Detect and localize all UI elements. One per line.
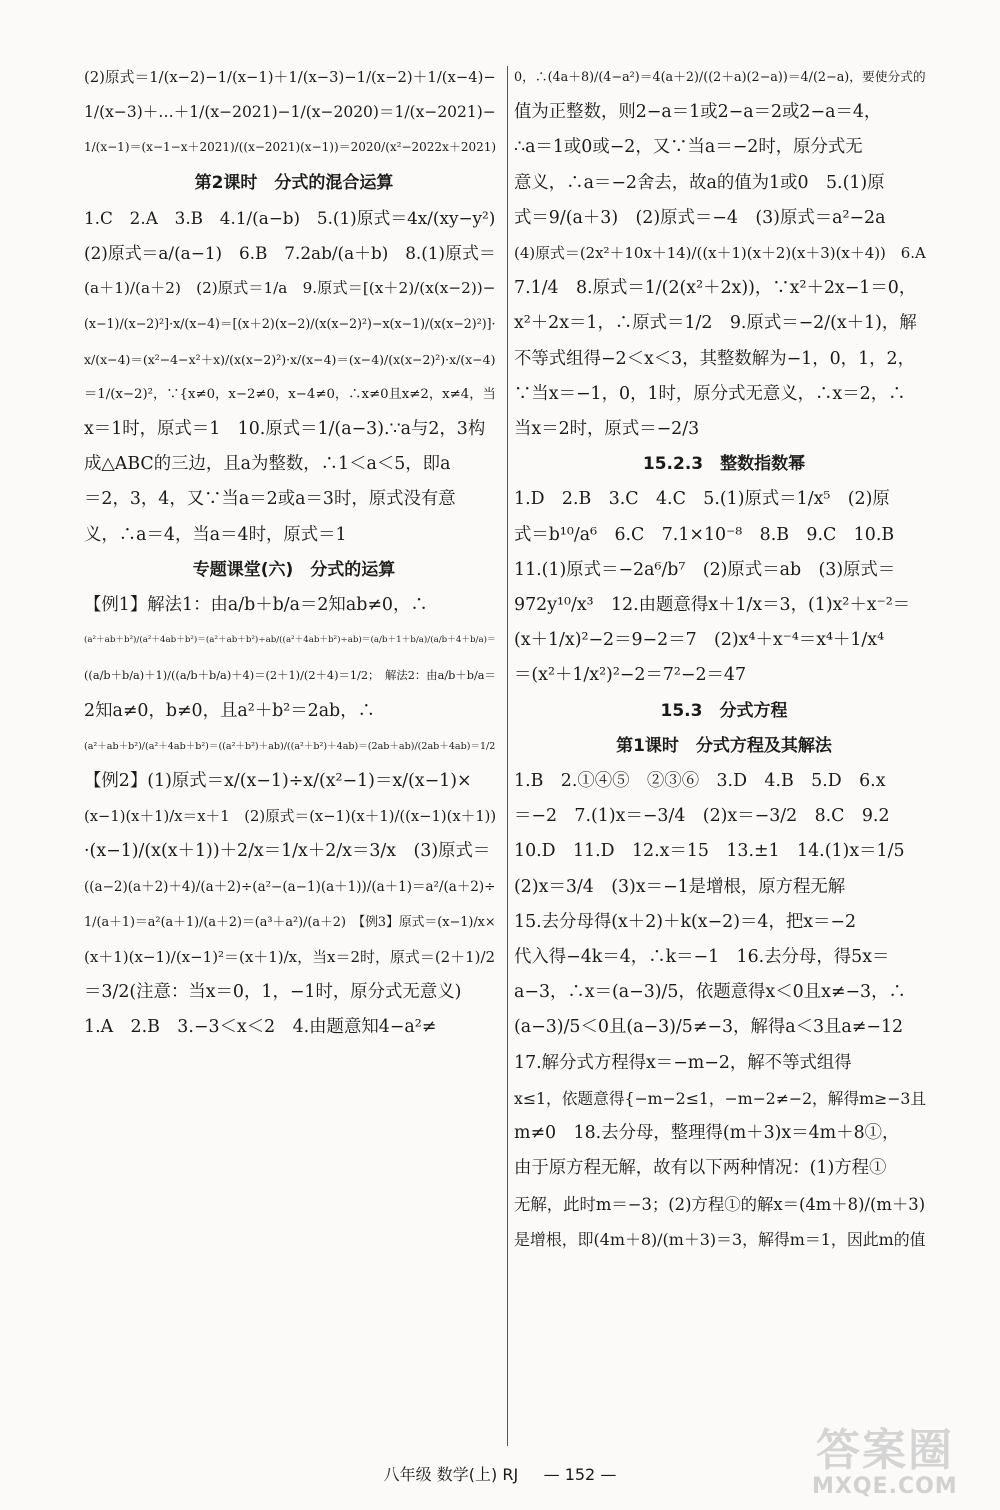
text-line: x≤1，依题意得{−m−2≤1，−m−2≠−2，解得m≥−3且 bbox=[514, 1088, 927, 1108]
text-line: 1.D 2.B 3.C 4.C 5.(1)原式＝1/x⁵ (2)原 bbox=[514, 489, 890, 510]
text-line: 义，∴a＝4，当a＝4时，原式＝1 bbox=[84, 524, 347, 545]
page-number: — 152 — bbox=[543, 1465, 617, 1484]
text-line: 10.D 11.D 12.x＝15 13.±1 14.(1)x＝1/5 bbox=[514, 841, 905, 862]
text-line: 式＝b¹⁰/a⁶ 6.C 7.1×10⁻⁸ 8.B 9.C 10.B bbox=[514, 524, 895, 545]
watermark-logo-text: 答案圈 bbox=[816, 1425, 954, 1476]
text-line: (x＋1)(x−1)/(x−1)²＝(x＋1)/x，当x＝2时，原式＝(2＋1)/2 bbox=[84, 948, 496, 967]
text-line: x＝1时，原式＝1 10.原式＝1/(a−3).∵a与2，3构 bbox=[84, 419, 486, 440]
text-line: (x−1)/(x−2)²]·x/(x−4)＝[(x＋2)(x−2)/(x(x−2)²)−x(x−1)/(x(x−2)²)]· bbox=[84, 316, 496, 332]
text-line: x/(x−4)＝(x²−4−x²＋x)/(x(x−2)²)·x/(x−4)＝(x−4)/(x(x−2)²)·x/(x−4) bbox=[84, 351, 496, 367]
text-line: 值为正整数，则2−a＝1或2−a＝2或2−a＝4， bbox=[514, 102, 882, 123]
text-line: 无解，此时m＝−3；(2)方程①的解x＝(4m＋8)/(m＋3) bbox=[514, 1194, 926, 1214]
section-heading: 第1课时 分式方程及其解法 bbox=[616, 735, 832, 756]
text-line: ∴a＝1或0或−2，又∵当a＝−2时，原分式无 bbox=[514, 137, 863, 158]
left-column bbox=[84, 60, 504, 1450]
page-footer bbox=[300, 1462, 700, 1485]
text-line: 1/(x−3)＋…＋1/(x−2021)−1/(x−2020)＝1/(x−2021)− bbox=[84, 103, 496, 122]
text-line: (2)原式＝1/(x−2)−1/(x−1)＋1/(x−3)−1/(x−2)＋1/(x−4)− bbox=[84, 69, 496, 86]
text-line: (2)x＝3/4 (3)x＝−1是增根，原方程无解 bbox=[514, 876, 846, 897]
right-column bbox=[514, 60, 934, 1450]
text-line: 7.1/4 8.原式＝1/(2(x²＋2x))，∵x²＋2x−1＝0， bbox=[514, 278, 917, 299]
text-line: ＝(x²＋1/x²)²−2＝7²−2＝47 bbox=[514, 665, 747, 686]
text-line: 1.A 2.B 3.−3＜x＜2 4.由题意知4−a²≠ bbox=[84, 1017, 437, 1038]
column-divider bbox=[507, 66, 508, 1446]
text-line: 2知a≠0，b≠0，且a²＋b²＝2ab，∴ bbox=[84, 700, 375, 721]
text-line: (x−1)(x＋1)/x＝x＋1 (2)原式＝(x−1)(x＋1)/((x−1)(x＋1)) bbox=[84, 808, 497, 826]
text-line: ·(x−1)/(x(x＋1))＋2/x＝1/x＋2/x＝3/x (3)原式＝ bbox=[84, 841, 491, 862]
text-line: ＝3/2(注意：当x＝0，1，−1时，原分式无意义) bbox=[84, 982, 462, 1003]
text-line: 972y¹⁰/x³ 12.由题意得x＋1/x＝3，(1)x²＋x⁻²＝ bbox=[514, 595, 911, 616]
text-line: (a＋1)/(a＋2) (2)原式＝1/a 9.原式＝[(x＋2)/(x(x−2))− bbox=[84, 279, 496, 298]
site-watermark bbox=[808, 1414, 994, 1506]
text-line: ((a−2)(a＋2)＋4)/(a＋2)÷(a²−(a−1)(a＋1))/(a＋1)＝a²/(a＋2)÷ bbox=[84, 878, 496, 895]
text-line: 0，∴(4a＋8)/(4−a²)＝4(a＋2)/((2＋a)(2−a))＝4/(2−a)，要使分式的 bbox=[514, 70, 926, 85]
text-line: x²＋2x＝1，∴原式＝1/2 9.原式＝−2/(x＋1)，解 bbox=[514, 313, 917, 334]
text-line: 代入得−4k＝4，∴k＝−1 16.去分母，得5x＝ bbox=[514, 947, 890, 968]
text-line: (4)原式＝(2x²＋10x＋14)/((x＋1)(x＋2)(x＋3)(x＋4)) 6.A bbox=[514, 244, 926, 263]
text-line: 当x＝2时，原式＝−2/3 bbox=[514, 419, 700, 440]
text-line: 1.C 2.A 3.B 4.1/(a−b) 5.(1)原式＝4x/(xy−y²) bbox=[84, 207, 496, 228]
section-heading: 第2课时 分式的混合运算 bbox=[194, 172, 394, 193]
text-line: ＝2，3，4，又∵当a＝2或a＝3时，原式没有意 bbox=[84, 489, 456, 510]
section-heading: 15.2.3 整数指数幂 bbox=[642, 454, 806, 475]
text-line: (x＋1/x)²−2＝9−2＝7 (2)x⁴＋x⁻⁴＝x⁴＋1/x⁴ bbox=[514, 630, 885, 651]
text-line: 式＝9/(a＋3) (2)原式＝−4 (3)原式＝a²−2a bbox=[514, 207, 886, 228]
footer-grade-subject: 八年级 数学(上) RJ bbox=[383, 1465, 519, 1484]
text-line: m≠0 18.去分母，整理得(m＋3)x＝4m＋8①， bbox=[514, 1123, 900, 1144]
section-heading: 15.3 分式方程 bbox=[660, 700, 788, 721]
text-line: 成△ABC的三边，且a为整数，∴1＜a＜5，即a bbox=[84, 454, 451, 475]
text-line: (a²＋ab＋b²)/(a²＋4ab＋b²)＝(a²＋ab＋b²)÷ab/((a²＋4ab＋b²)÷ab)＝(a/b＋1＋b/a)/(a/b＋4＋b/a)＝ bbox=[84, 635, 496, 646]
text-line: a−3，∴x＝(a−3)/5，依题意得x＜0且x≠−3，∴ bbox=[514, 982, 906, 1003]
text-line: ＝1/(x−2)²，∵{x≠0，x−2≠0，x−4≠0，∴x≠0且x≠2，x≠4，当 bbox=[84, 386, 496, 402]
text-line: 意义，∴a＝−2舍去，故a的值为1或0 5.(1)原 bbox=[514, 172, 885, 193]
text-line: 不等式组得−2＜x＜3，其整数解为−1，0，1，2， bbox=[514, 348, 915, 369]
text-line: ＝−2 7.(1)x＝−3/4 (2)x＝−3/2 8.C 9.2 bbox=[514, 806, 890, 827]
text-line: 1/(x−1)＝(x−1−x＋2021)/((x−2021)(x−1))＝2020/(x²−2022x＋2021) bbox=[84, 140, 497, 155]
text-line: 11.(1)原式＝−2a⁶/b⁷ (2)原式＝ab (3)原式＝ bbox=[514, 559, 896, 580]
text-line: ∵当x＝−1，0，1时，原分式无意义，∴x＝2，∴ bbox=[514, 383, 906, 404]
text-line: 由于原方程无解，故有以下两种情况：(1)方程① bbox=[514, 1158, 887, 1179]
text-line: ((a/b＋b/a)＋1)/((a/b＋b/a)＋4)＝(2＋1)/(2＋4)＝1/2； 解法2：由a/b＋b/a＝ bbox=[84, 668, 496, 683]
text-line: (a²＋ab＋b²)/(a²＋4ab＋b²)＝((a²＋b²)＋ab)/((a²＋b²)＋4ab)＝(2ab＋ab)/(2ab＋4ab)＝1/2 bbox=[84, 740, 496, 752]
text-line: (2)原式＝a/(a−1) 6.B 7.2ab/(a＋b) 8.(1)原式＝ bbox=[84, 243, 496, 264]
text-line: (a−3)/5＜0且(a−3)/5≠−3，解得a＜3且a≠−12 bbox=[514, 1017, 904, 1038]
watermark-url: MXQE.COM bbox=[812, 1474, 958, 1499]
section-heading: 专题课堂(六) 分式的运算 bbox=[192, 559, 396, 580]
text-line: 是增根，即(4m＋8)/(m＋3)＝3，解得m＝1，因此m的值 bbox=[514, 1229, 926, 1249]
text-line: 17.解分式方程得x＝−m−2，解不等式组得 bbox=[514, 1052, 852, 1073]
text-line: 【例2】(1)原式＝x/(x−1)÷x/(x²−1)＝x/(x−1)× bbox=[84, 771, 472, 792]
text-line: 1.B 2.①④⑤ ②③⑥ 3.D 4.B 5.D 6.x bbox=[514, 771, 886, 792]
text-line: 15.去分母得(x＋2)＋k(x−2)＝4，把x＝−2 bbox=[514, 911, 857, 932]
text-line: 【例1】解法1：由a/b＋b/a＝2知ab≠0，∴ bbox=[84, 595, 428, 616]
text-line: 1/(a＋1)＝a²(a＋1)/(a＋2)＝(a³＋a²)/(a＋2) 【例3】原式＝(x−1)/x× bbox=[84, 914, 496, 930]
